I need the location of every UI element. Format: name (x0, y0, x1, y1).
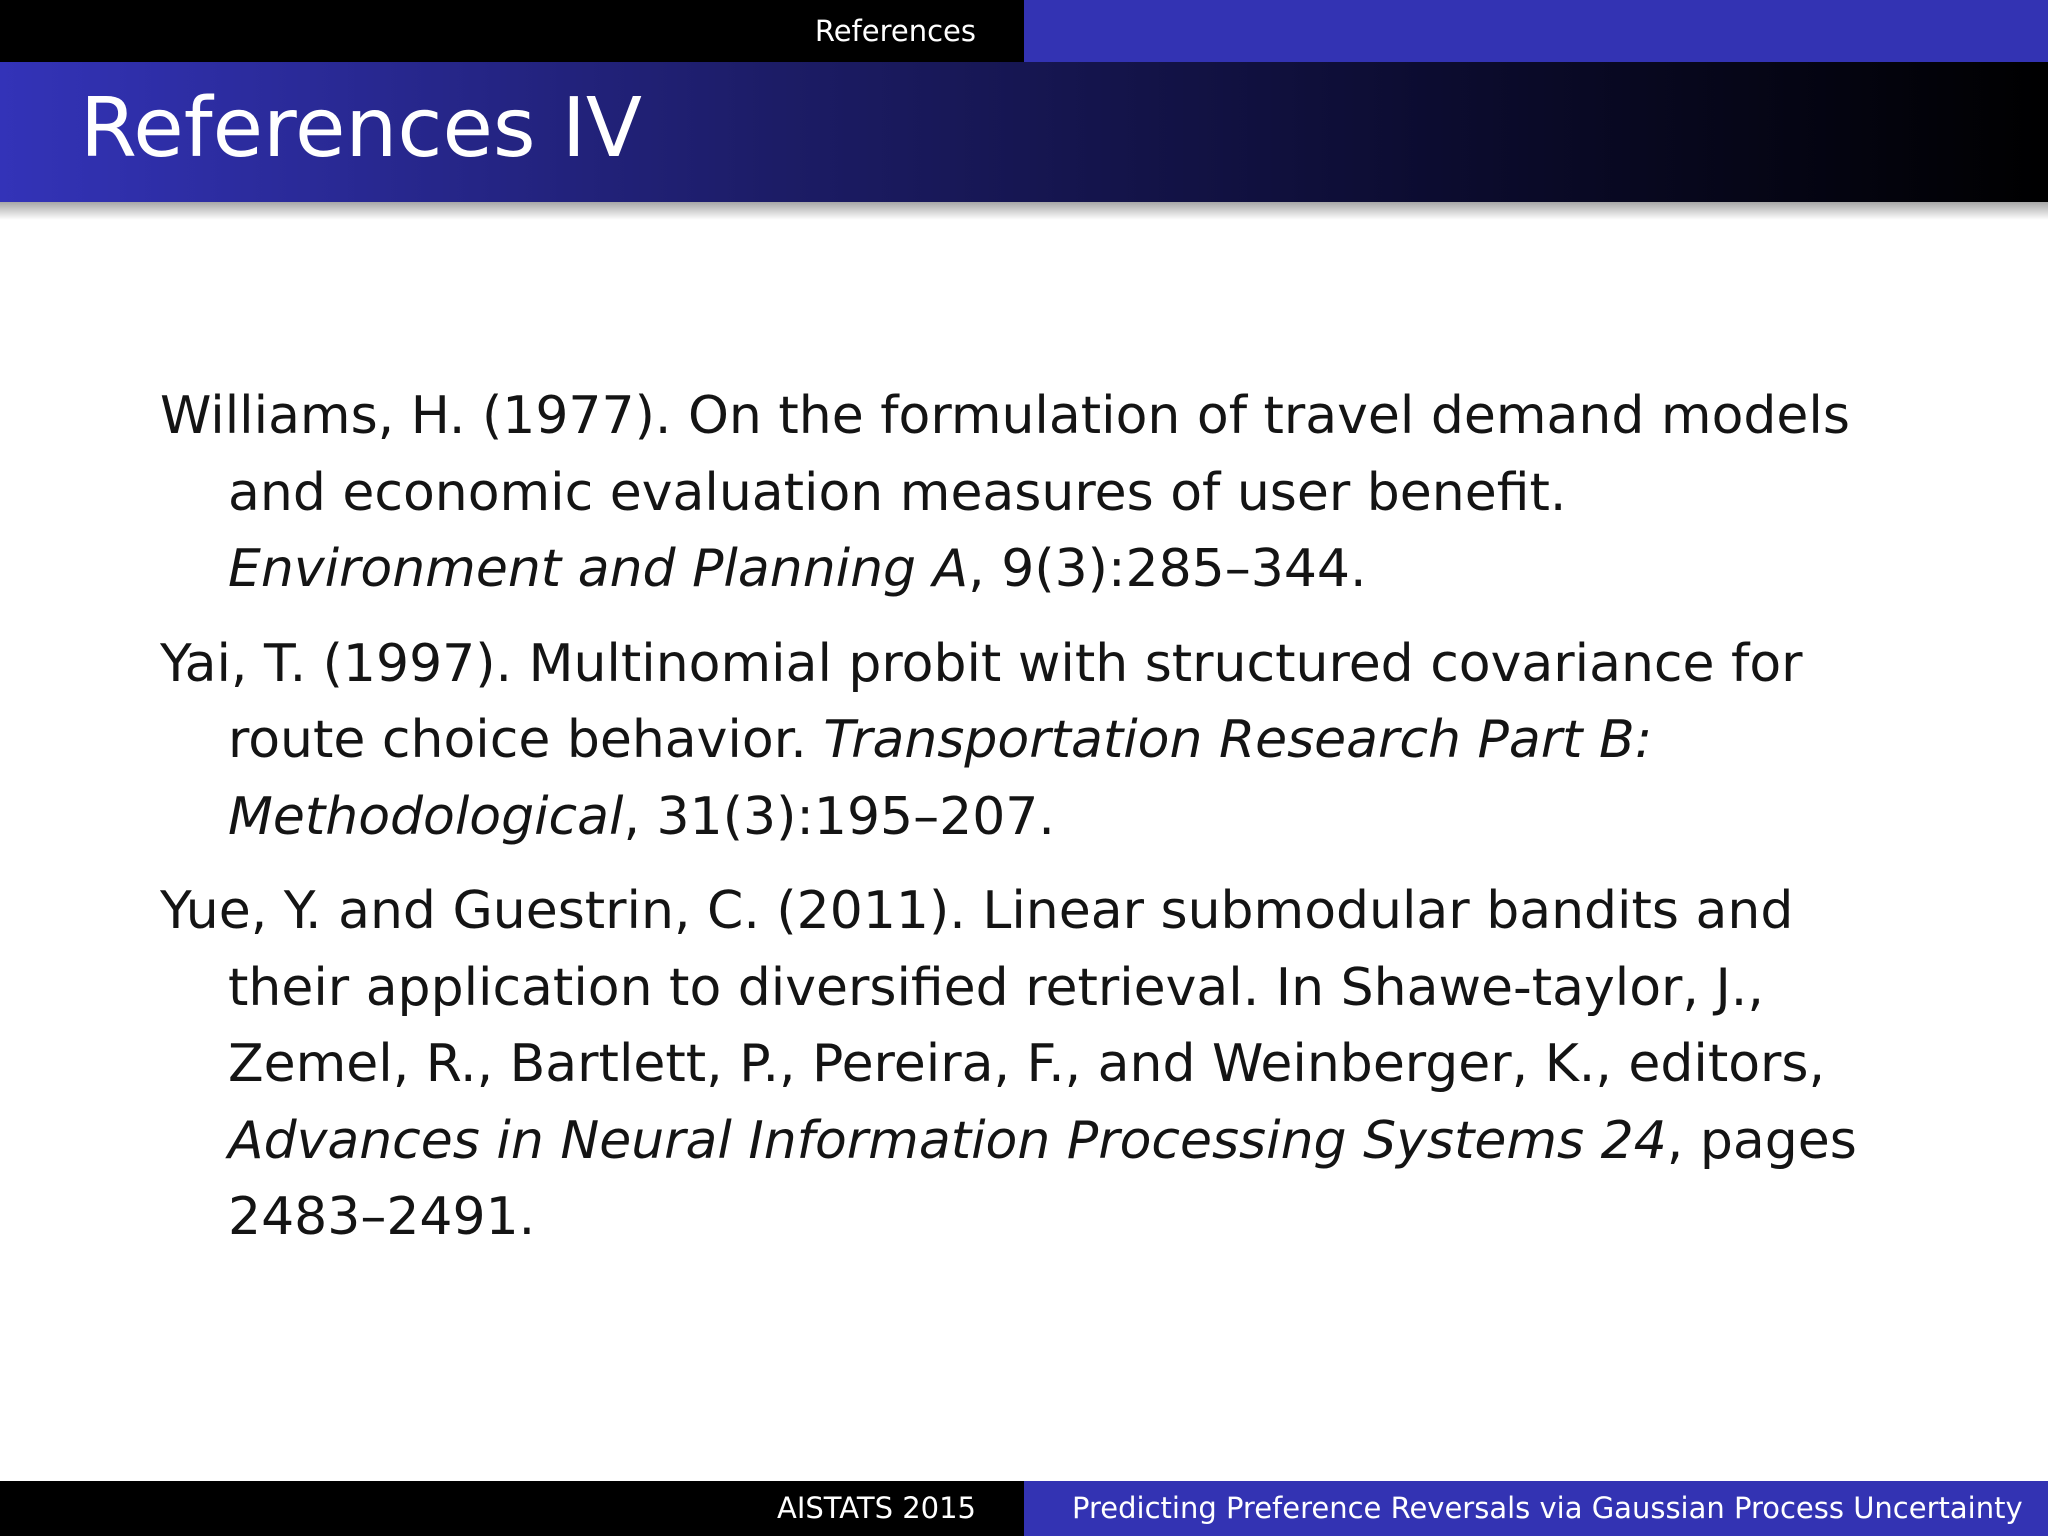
footer-title-area (1024, 1481, 2048, 1536)
frame-title: References IV (80, 81, 642, 176)
reference-journal: Advances in Neural Information Processing Systems 24 (228, 1110, 1667, 1171)
header-section-area (0, 0, 1024, 62)
title-bar-shadow (0, 202, 2048, 220)
header-section-link[interactable]: References (814, 13, 976, 48)
reference-text: Yai, T. (1997). Multinomial probit with structured covariance for route choice behavior. (160, 633, 1803, 770)
reference-details: , pages 2483–2491. (228, 1110, 1857, 1247)
header-strip (0, 0, 2048, 62)
reference-text: Williams, H. (1977). On the formulation of travel demand models and economic evaluation measures of user benefit. (160, 386, 1850, 523)
reference-text: Yue, Y. and Guestrin, C. (2011). Linear submodular bandits and their application to diversified retrieval. In Shawe-taylor, J., Zemel, R., Bartlett, P., Pereira, F., and Weinberger, K., editors, (160, 881, 1826, 1094)
reference-list (160, 378, 1910, 1274)
reference-yai-1997 (160, 626, 1910, 856)
footer-talk-title: Predicting Preference Reversals via Gaussian Process Uncertainty (1072, 1491, 2023, 1525)
reference-details: , 31(3):195–207. (623, 786, 1055, 847)
footer-strip (0, 1481, 2048, 1536)
reference-journal: Environment and Planning A (228, 539, 969, 599)
header-blank-area (1024, 0, 2048, 62)
reference-yue-2011 (160, 873, 1910, 1256)
reference-details: , 9(3):285–344. (968, 539, 1367, 599)
reference-williams-1977 (160, 378, 1910, 608)
footer-venue-area (0, 1481, 1024, 1536)
reference-journal: Transportation Research Part B: Methodological (228, 710, 1653, 847)
footer-venue: AISTATS 2015 (777, 1491, 976, 1525)
frame-title-bar (0, 62, 2048, 202)
